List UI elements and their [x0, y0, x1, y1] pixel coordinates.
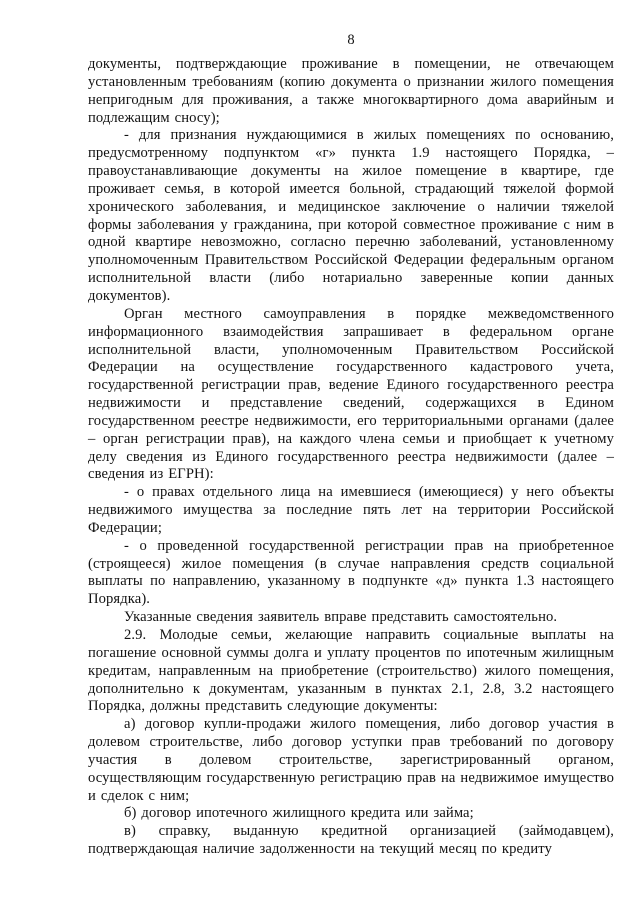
- paragraph-list-item: - для признания нуждающимися в жилых помещениях по основанию, предусмотренному подпунктом «г» пункта 1.9 настоящего Порядка, – правоустанавливающие документы на жилое помещение в квартире, где проживает семья, в которой имеется больной, страдающий тяжелой формой хронического заболевания, и медицинское заключение о наличии тяжелой формы заболевания у гражданина, при которой совместное проживание с ним в одной квартире невозможно, согласно перечню заболеваний, установленному уполномоченным Правительством Российской Федерации федеральным органом исполнительной власти (либо нотариально заверенные копии данных документов).: [88, 127, 614, 304]
- paragraph: Орган местного самоуправления в порядке межведомственного информационного взаимодействия запрашивает в федеральном органе исполнительной власти, уполномоченным Правительством Российской Федерации на осуществление государственного кадастрового учета, государственной регистрации прав, ведение Единого государственного реестра недвижимости и представление сведений, содержащихся в Едином государственном реестре недвижимости, его территориальными органами (далее – орган регистрации прав), на каждого члена семьи и приобщает к учетному делу сведения из Единого государственного реестра недвижимости (далее – сведения из ЕГРН):: [88, 305, 614, 483]
- text-column: [88, 31, 614, 859]
- paragraph-clause-2-9: 2.9. Молодые семьи, желающие направить социальные выплаты на погашение основной суммы долга и уплату процентов по ипотечным жилищным кредитам, направленным на приобретение (строительство) жилого помещения, дополнительно к документам, указанным в пунктах 2.1, 2.8, 3.2 настоящего Порядка, должны представить следующие документы:: [88, 627, 614, 715]
- paragraph-continuation: документы, подтверждающие проживание в помещении, не отвечающем установленным требованиям (копию документа о признании жилого помещения непригодным для проживания, а также многоквартирного дома аварийным и подлежащим сносу);: [88, 56, 614, 126]
- paragraph-list-item: - о правах отдельного лица на имевшиеся (имеющиеся) у него объекты недвижимого имущества за последние пять лет на территории Российской Федерации;: [88, 484, 614, 536]
- paragraph-subitem-v: в) справку, выданную кредитной организацией (займодавцем), подтверждающая наличие задолженности на текущий месяц по кредиту: [88, 823, 614, 858]
- page-number: 8: [347, 32, 355, 48]
- paragraph-list-item: - о проведенной государственной регистрации прав на приобретенное (строящееся) жилое помещения (в случае направления средств социальной выплаты по направлению, указанному в подпункте «д» пункта 1.3 настоящего Порядка).: [88, 537, 614, 608]
- paragraph-subitem-b: б) договор ипотечного жилищного кредита или займа;: [124, 805, 474, 822]
- paragraph: Указанные сведения заявитель вправе представить самостоятельно.: [124, 609, 558, 626]
- document-body: [88, 56, 614, 859]
- paragraph-subitem-a: а) договор купли-продажи жилого помещения, либо договор участия в долевом строительстве, либо договор уступки прав требований по договору участия в долевом строительстве, зарегистрированный органом, осуществляющим государственную регистрацию прав на недвижимое имущество и сделок с ним;: [88, 716, 614, 804]
